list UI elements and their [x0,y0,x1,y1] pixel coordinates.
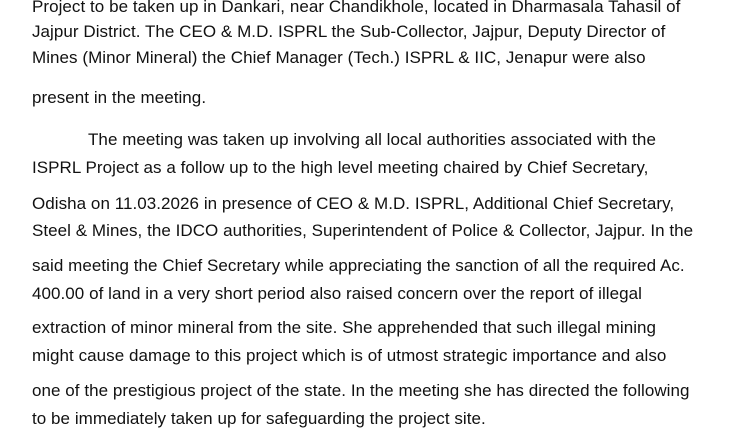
paragraph-2-line-1: The meeting was taken up involving all local authorities associated with the [88,130,656,149]
paragraph-2-line-4: Steel & Mines, the IDCO authorities, Superintendent of Police & Collector, Jajpur. In the [32,221,694,240]
paragraph-2-line-9: one of the prestigious project of the state. In the meeting she has directed the following [32,381,690,400]
paragraph-2-line-10: to be immediately taken up for safeguarding the project site. [32,409,486,428]
paragraph-2-line-5: said meeting the Chief Secretary while appreciating the sanction of all the required Ac. [32,256,685,275]
paragraph-1-line-2: Jajpur District. The CEO & M.D. ISPRL the Sub-Collector, Jajpur, Deputy Director of [32,22,666,41]
paragraph-2-line-2: ISPRL Project as a follow up to the high level meeting chaired by Chief Secretary, [32,158,649,177]
paragraph-2-line-3: Odisha on 11.03.2026 in presence of CEO & M.D. ISPRL, Additional Chief Secretary, [32,194,675,213]
paragraph-2-line-6: 400.00 of land in a very short period also raised concern over the report of illegal [32,284,642,303]
paragraph-1-line-4: present in the meeting. [32,88,207,107]
paragraph-2-line-7: extraction of minor mineral from the site. She apprehended that such illegal mining [32,318,657,337]
paragraph-1-line-1: Project to be taken up in Dankari, near Chandikhole, located in Dharmasala Tahasil of [32,0,681,16]
paragraph-2-line-8: might cause damage to this project which is of utmost strategic importance and also [32,346,667,365]
paragraph-1-line-3: Mines (Minor Mineral) the Chief Manager (Tech.) ISPRL & IIC, Jenapur were also [32,48,646,67]
